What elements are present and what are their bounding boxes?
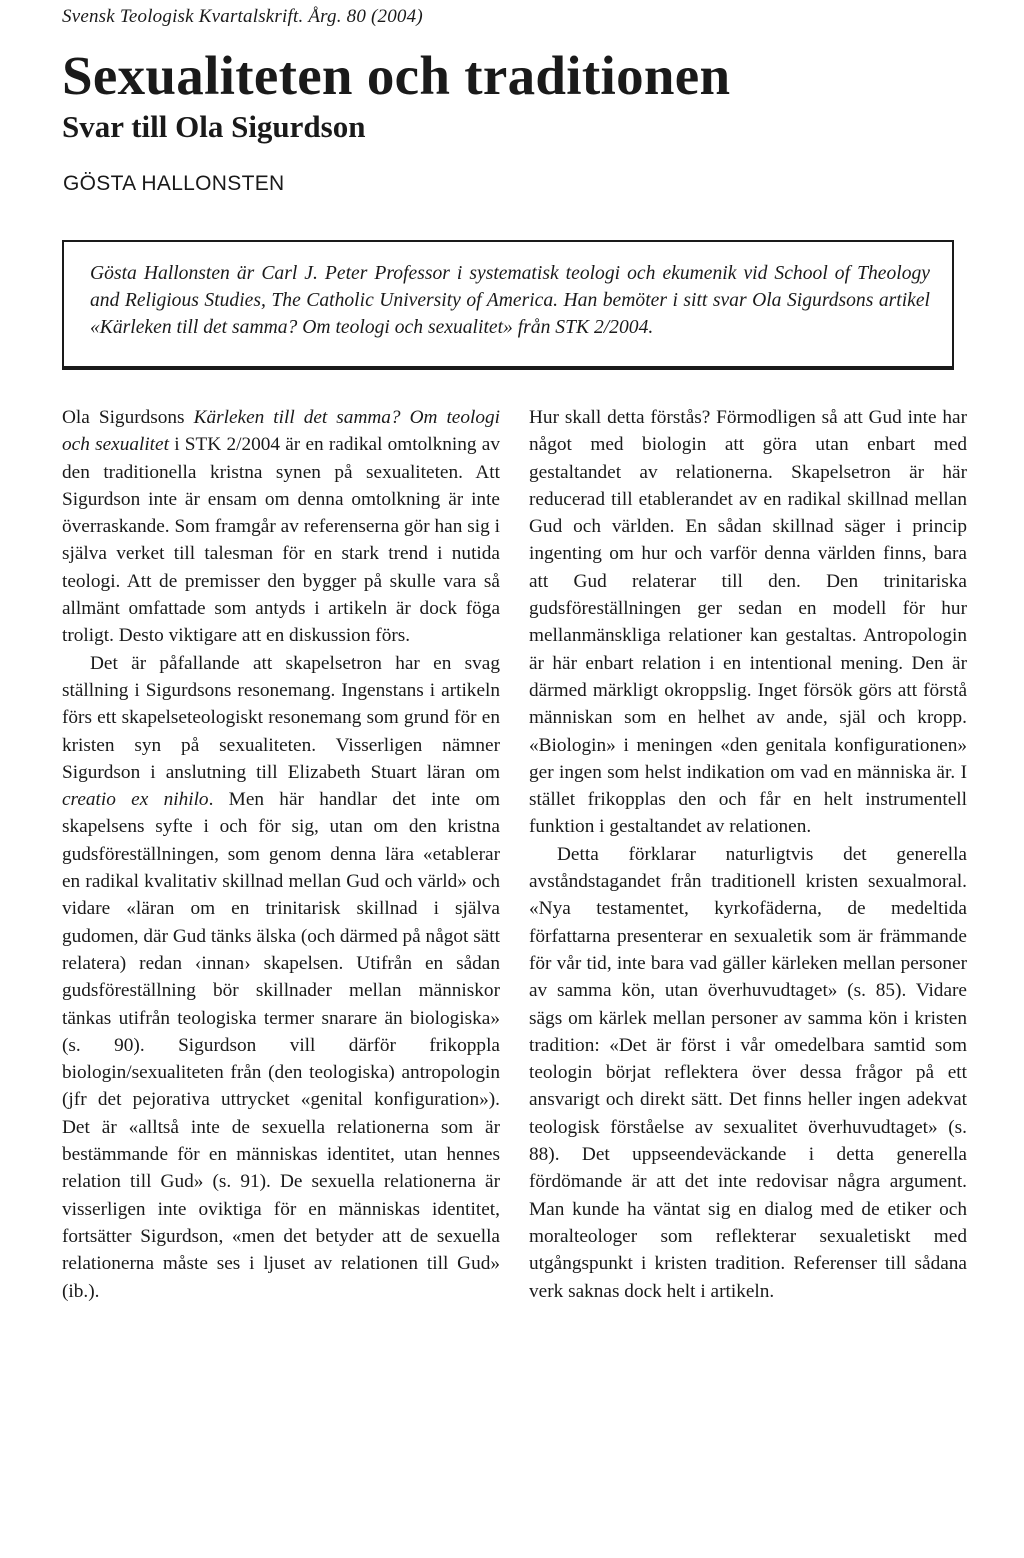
body-text: i STK 2/2004 är en radikal omtolkning av den traditionella kristna synen på sexualiteten. Att Sigurdson inte är ensam om denna omtolkning är inte överraskande. Som framgår av referenserna gör han sig i själva verket till talesman för en stark trend i nutida teologi. Att de premisser den bygger på skulle vara så allmänt omfattade som antyds i artikeln är dock föga troligt. Desto viktigare att en diskussion förs. xyxy=(62,434,500,647)
running-head: Svensk Teologisk Kvartalskrift. Årg. 80 (2004) xyxy=(62,6,423,27)
right-column xyxy=(529,404,967,1305)
body-text: Det är påfallande att skapelsetron har en svag ställning i Sigurdsons resonemang. Ingenstans i artikeln förs ett skapelseteologiskt resonemang som grund för en kristen syn på sexualiteten. Visserligen nämner Sigurdson i anslutning till Elizabeth Stuart läran om xyxy=(62,652,500,783)
body-text: Ola Sigurdsons xyxy=(62,407,194,428)
article-title: Sexualiteten och traditionen xyxy=(62,45,731,106)
body-paragraph: Detta förklarar naturligtvis det generella avståndstagandet från traditionell kristen sexualmoral. «Nya testamentet, kyrkofäderna, de medeltida författarna presenterar en sexualetik som är främmande för vår tid, inte bara vad gäller kärleken mellan personer av samma kön, utan överhuvudtaget» (s. 85). Vidare sägs om kärlek mellan personer av samma kön i kristen tradition: «Det är först i vår omedelbara samtid som teologin börjat reflektera över dessa frågor på ett ansvarigt och direkt sätt. Det finns heller ingen adekvat teologisk förståelse av sexualitet överhuvudtaget» (s. 88). Det uppseendeväckande i detta generella fördömande är att det inte redovisar några argument. Man kunde ha väntat sig en dialog med de etiker och moralteologer som reflekterar sexualetiskt med utgångspunkt i kristen tradition. Referenser till sådana verk saknas dock helt i artikeln. xyxy=(529,843,967,1302)
body-paragraph: Hur skall detta förstås? Förmodligen så att Gud inte har något med biologin att göra utan enbart med gestaltandet av relationerna. Skapelsetron är här reducerad till etablerandet av en radikal skillnad mellan Gud och världen. En sådan skillnad säger i princip ingenting om hur och varför denna världen finns, bara att Gud relaterar till den. Den trinitariska gudsföreställningen ger sedan en modell för hur mellanmänskliga relationer kan gestaltas. Antropologin är här enbart relation i en intentional mening. Den är därmed märkligt okroppslig. Inget försök görs att förstå människan som en helhet av ande, själ och kropp. «Biologin» i meningen «den genitala konfigurationen» ger ingen som helst indikation om vad en människa är. I stället frikopplas den och får en helt instrumentell funktion i gestaltandet av relationen. xyxy=(529,407,967,838)
cited-article-title: Kärleken till det samma? Om teologi och sexualitet xyxy=(62,407,500,456)
body-text: . Men här handlar det inte om skapelsens syfte i och för sig, utan om den kristna gudsföreställningen, som genom denna lära «etablerar en radikal kvalitativ skillnad mellan Gud och värld» och vidare «läran om en trinitarisk skillnad i själva gudomen, där Gud tänks älska (och därmed på något sätt relatera) redan ‹innan› skapelsen. Utifrån en sådan gudsföreställning bör skillnader mellan människor tänkas utifrån teologiska termer snarare än biologiska» (s. 90). Sigurdson vill därför frikoppla biologin/sexualiteten från (den teologiska) antropologin (jfr det pejorativa uttrycket «genital konfiguration»). Det är «alltså inte de sexuella relationerna som är bestämmande för en människas identitet, utan hennes relation till Gud» (s. 91). De sexuella relationerna är visserligen inte oviktiga för en människas identitet, fortsätter Sigurdson, «men det betyder att de sexuella relationerna måste ses i ljuset av relationen till Gud» (ib.). xyxy=(62,789,500,1302)
author-name: GÖSTA HALLONSTEN xyxy=(63,172,285,195)
left-column xyxy=(62,404,500,1305)
abstract-text: Gösta Hallonsten är Carl J. Peter Professor i systematisk teologi och ekumenik vid School of Theology and Religious Studies, The Catholic University of America. Han bemöter i sitt svar Ola Sigurdsons artikel «Kärleken till det samma? Om teologi och sexualitet» från STK 2/2004. xyxy=(90,263,930,338)
article-subtitle: Svar till Ola Sigurdson xyxy=(62,109,366,144)
body-paragraph xyxy=(62,650,500,1305)
abstract-box xyxy=(62,240,954,370)
body-paragraph xyxy=(62,404,500,650)
latin-term: creatio ex nihilo xyxy=(62,789,209,811)
